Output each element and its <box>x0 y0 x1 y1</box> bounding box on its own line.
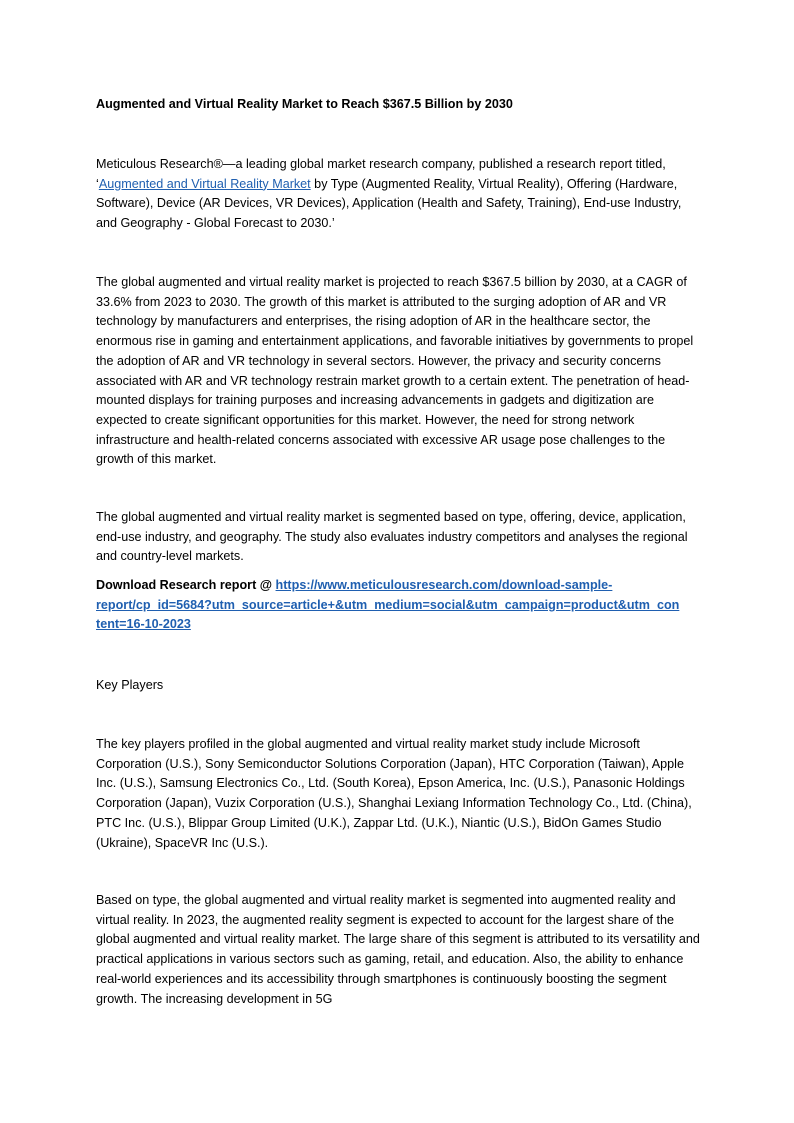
intro-paragraph <box>96 155 702 234</box>
key-players-paragraph: The key players profiled in the global augmented and virtual reality market study include Microsoft Corporation (U.S.), Sony Semiconductor Solutions Corporation (Japan), HTC Corporation (Taiwan), Apple Inc. (U.S.), Samsung Electronics Co., Ltd. (South Korea), Epson America, Inc. (U.S.), Panasonic Holdings Corporation (Japan), Vuzix Corporation (U.S.), Shanghai Lexiang Information Technology Co., Ltd. (China), PTC Inc. (U.S.), Blippar Group Limited (U.K.), Zappar Ltd. (U.K.), Niantic (U.S.), BidOn Games Studio (Ukraine), SpaceVR Inc (U.S.). <box>96 737 692 850</box>
download-link-part-1: https://www.meticulousresearch.com/download-sample- <box>275 578 613 592</box>
growth-paragraph: The global augmented and virtual reality market is projected to reach $367.5 billion by 2030, at a CAGR of 33.6% from 2023 to 2030. The growth of this market is attributed to the surging adoption of AR and VR technology by manufacturers and enterprises, the rising adoption of AR in the healthcare sector, the enormous rise in gaming and entertainment applications, and favorable initiatives by governments to propel the adoption of AR and VR technology in several sectors. However, the privacy and security concerns associated with AR and VR technology restrain market growth to a certain extent. The penetration of head-mounted displays for training purposes and increasing advancements in gadgets and digitization are expected to create significant opportunities for this market. However, the need for strong network infrastructure and health-related concerns associated with excessive AR usage pose challenges to the growth of this market. <box>96 275 694 467</box>
download-link-part-3: tent=16-10-2023 <box>96 617 191 632</box>
type-segment-paragraph: Based on type, the global augmented and virtual reality market is segmented into augmented reality and virtual reality. In 2023, the augmented reality segment is expected to account for the largest share of the global augmented and virtual reality market. The large share of this segment is attributed to its versatility and practical applications in various sectors such as gaming, retail, and education. Also, the ability to enhance real-world experiences and its accessibility through smartphones is continuously boosting the segment growth. The increasing development in 5G <box>96 893 700 1006</box>
report-title-link[interactable]: Augmented and Virtual Reality Market <box>98 176 311 191</box>
download-label: Download Research report @ <box>96 578 276 592</box>
segmentation-paragraph: The global augmented and virtual reality market is segmented based on type, offering, device, application, end-use industry, and geography. The study also evaluates industry competitors and analyses the regional and country-level markets. <box>96 510 688 564</box>
key-players-heading: Key Players <box>96 678 164 692</box>
intro-text-before: Meticulous Research®—a leading global market research company, published a research report titled, ‘ <box>96 157 666 191</box>
download-paragraph <box>96 576 702 635</box>
intro-text-after: by Type (Augmented Reality, Virtual Reality), Offering (Hardware, Software), Device (AR Devices, VR Devices), Application (Health and Safety, Training), End-use Industry, and Geography - Global Forecast to 2030.’ <box>96 176 682 231</box>
page-title: Augmented and Virtual Reality Market to Reach $367.5 Billion by 2030 <box>96 97 513 111</box>
download-link-part-2: report/cp_id=5684?utm_source=article+&utm_medium=social&utm_campaign=product&utm_con <box>96 597 680 612</box>
